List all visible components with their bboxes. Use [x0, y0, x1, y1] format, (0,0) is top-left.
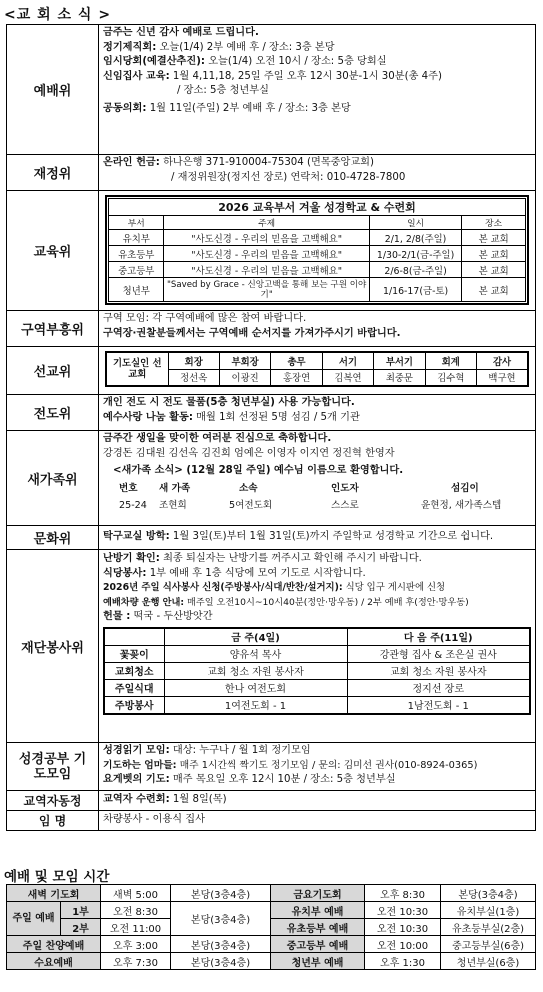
- content-education: [99, 191, 536, 311]
- duty-row: 교회청소 교회 청소 자원 봉사자 교회 청소 자원 봉사자: [104, 662, 530, 679]
- label-bible: 성경공부 기도모임: [7, 743, 99, 791]
- education-table-title: 2026 교육부서 겨울 성경학교 & 수련회: [109, 199, 526, 216]
- content-service: 난방기 확인: 최종 퇴실자는 난방기를 꺼주시고 확인해 주시기 바랍니다. 식당봉사: 1부 예배 후 1층 식당에 모여 기도로 시작합니다. 2026년 주일 식사봉사 신청(주방봉사/식대/반찬/설거지): 식당 입구 게시판에 신청 예배차량 운행 안내: 매주일 오전10시~10시40분(정안·망우동) / 2부 예배 후(정안·망우동) 헌물 : 떡국 - 두산방앗간 금 주(4일) 다 음 주(11일) 꽃꽂이 양유석 목사 강관형 집사 & 조은실 권사 교회청소 교회 청소 자원 봉사자 교회 청소 자원 봉사자 주일식대 한나 여전도회 정지선 장로 주방봉사 1여전도회 - 1 1남전도회 - 1: [99, 550, 536, 743]
- row-culture: [7, 526, 536, 550]
- content-culture: 탁구교실 방학: 1월 3일(토)부터 1월 31일(토)까지 주일학교 성경학교 기간으로 쉽니다.: [99, 526, 536, 550]
- label-worship: 예배위: [7, 25, 99, 155]
- label-newfamily: 새가족위: [7, 431, 99, 526]
- row-mission: [7, 347, 536, 395]
- duty-row: 꽃꽂이 양유석 목사 강관형 집사 & 조은실 권사: [104, 645, 530, 662]
- label-mission: 선교위: [7, 347, 99, 395]
- duty-table: 금 주(4일) 다 음 주(11일) 꽃꽂이 양유석 목사 강관형 집사 & 조은실 권사 교회청소 교회 청소 자원 봉사자 교회 청소 자원 봉사자 주일식대 한나 여전도회 정지선 장로 주방봉사 1여전도회 - 1 1남전도회 - 1: [103, 627, 531, 715]
- row-bible: [7, 743, 536, 791]
- worship-line: 공동의회: 1월 11일(주일) 2부 예배 후 / 장소: 3층 본당: [103, 102, 351, 114]
- service-row: 주일 예배 1부 오전 8:30 본당(3층4층) 유치부 예배 오전 10:30 유치부실(1층): [7, 902, 536, 919]
- edu-row: 중고등부 "사도신경 - 우리의 믿음을 고백해요" 2/6-8(금-주일) 본 교회: [109, 262, 526, 278]
- row-service: [7, 550, 536, 743]
- edu-header: 주제: [164, 216, 369, 230]
- church-news-table: [6, 24, 536, 831]
- section-title: <교 회 소 식 >: [4, 7, 112, 23]
- content-evangelism: 개인 전도 시 전도 물품(5층 청년부실) 사용 가능합니다. 예수사랑 나눔 활동: 매월 1회 선정된 5명 섬김 / 5개 기관: [99, 395, 536, 431]
- service-row: 새벽 기도회 새벽 5:00 본당(3층4층) 금요기도회 오후 8:30 본당(3층4층): [7, 885, 536, 902]
- content-bible: 성경읽기 모임: 대상: 누구나 / 월 1회 정기모임 기도하는 엄마들: 매주 1시간씩 짝기도 정기모임 / 문의: 김미선 권사(010-8924-0365) 요게벳의 기도: 매주 목요일 오후 12시 10분 / 장소: 5층 청년부실: [99, 743, 536, 791]
- sunday-label: 주일 예배: [7, 902, 61, 936]
- content-appointment: 차량봉사 - 이용식 집사: [99, 811, 536, 831]
- edu-header: 부서: [109, 216, 164, 230]
- worship-line: 정기제직회: 오늘(1/4) 2부 예배 후 / 장소: 3층 본당: [103, 41, 335, 53]
- worship-line: 금주는 신년 감사 예배로 드립니다.: [103, 27, 259, 38]
- service-row: 수요예배 오후 7:30 본당(3층4층) 청년부 예배 오후 1:30 청년부실(6층): [7, 953, 536, 970]
- newfamily-news-headers: 번호 새 가족 소속 인도자 섬김이: [119, 482, 479, 494]
- content-worship: [99, 25, 536, 155]
- label-teacher: 교역자동정: [7, 791, 99, 811]
- worship-line: / 장소: 5층 청년부실: [177, 85, 269, 97]
- mission-table: 기도실인 선교회 회장 부회장 총무 서기 부서기 회계 감사 정선옥 이광진 홍장연 김복연 최중문 김수혁 백구현: [105, 351, 529, 387]
- mission-row-header: 기도실인 선교회: [106, 352, 168, 386]
- education-table: [108, 198, 526, 302]
- content-finance: 온라인 헌금: 하나은행 371-910004-75304 (면목중앙교회) / 재정위원장(정지선 장로) 연락처: 010-4728-7800: [99, 155, 536, 191]
- newfamily-news-title: <새가족 소식> (12월 28일 주일) 예수님 이름으로 환영합니다.: [113, 465, 404, 477]
- education-box: [105, 195, 529, 305]
- edu-row: 유초등부 "사도신경 - 우리의 믿음을 고백해요" 1/30-2/1(금-주일) 본 교회: [109, 246, 526, 262]
- content-mission: [99, 347, 536, 395]
- row-finance: [7, 155, 536, 191]
- label-culture: 문화위: [7, 526, 99, 550]
- newfamily-news-row: 25-24 조현희 5여전도회 스스로 윤현정, 새가족스텝: [119, 499, 502, 511]
- content-teacher: 교역자 수련회: 1월 8일(목): [99, 791, 536, 811]
- label-evangelism: 전도위: [7, 395, 99, 431]
- service-row: 주일 찬양예배 오후 3:00 본당(3층4층) 중고등부 예배 오전 10:00 중고등부실(6층): [7, 936, 536, 953]
- label-service: 재단봉사위: [7, 550, 99, 743]
- duty-row: 주방봉사 1여전도회 - 1 1남전도회 - 1: [104, 696, 530, 714]
- edu-header: 장소: [462, 216, 526, 230]
- label-district: 구역부흥위: [7, 311, 99, 347]
- label-appointment: 임 명: [7, 811, 99, 831]
- label-education: 교육위: [7, 191, 99, 311]
- mission-names: 정선옥 이광진 홍장연 김복연 최중문 김수혁 백구현: [106, 369, 528, 386]
- services-title: 예배 및 모임 시간: [4, 869, 110, 885]
- edu-row: 유치부 "사도신경 - 우리의 믿음을 고백해요" 2/1, 2/8(주일) 본 교회: [109, 230, 526, 246]
- row-appointment: [7, 811, 536, 831]
- label-finance: 재정위: [7, 155, 99, 191]
- row-teacher: [7, 791, 536, 811]
- content-district: 구역 모임: 각 구역예배에 많은 참여 바랍니다. 구역장·권찰분들께서는 구역예배 순서지를 가져가주시기 바랍니다.: [99, 311, 536, 347]
- service-row: 2부 오전 11:00 유초등부 예배 오전 10:30 유초등부실(2층): [7, 919, 536, 936]
- row-district: [7, 311, 536, 347]
- worship-line: 신임집사 교육: 1월 4,11,18, 25일 주일 오후 12시 30분-1시 30분(총 4주): [103, 70, 442, 82]
- services-table: [6, 884, 536, 970]
- row-newfamily: [7, 431, 536, 526]
- content-newfamily: 금주간 생일을 맞이한 여러분 진심으로 축하합니다. 강경돈 김대원 김선옥 김진희 엄예은 이영자 이지연 정진혁 한영자 <새가족 소식> (12월 28일 주일) 예수님 이름으로 환영합니다. 번호 새 가족 소속 인도자 섬김이 25-24 조현희 5여전도회 스스로 윤현정, 새가족스텝: [99, 431, 536, 526]
- edu-row: 청년부 "Saved by Grace - 신앙고백을 통해 보는 구원 이야기" 1/16-17(금-토) 본 교회: [109, 278, 526, 302]
- row-worship: [7, 25, 536, 155]
- row-evangelism: [7, 395, 536, 431]
- edu-header: 일시: [369, 216, 461, 230]
- worship-line: 임시당회(예결산추진): 오늘(1/4) 오전 10시 / 장소: 5층 당회실: [103, 56, 387, 68]
- row-education: [7, 191, 536, 311]
- duty-row: 주일식대 한나 여전도회 정지선 장로: [104, 679, 530, 696]
